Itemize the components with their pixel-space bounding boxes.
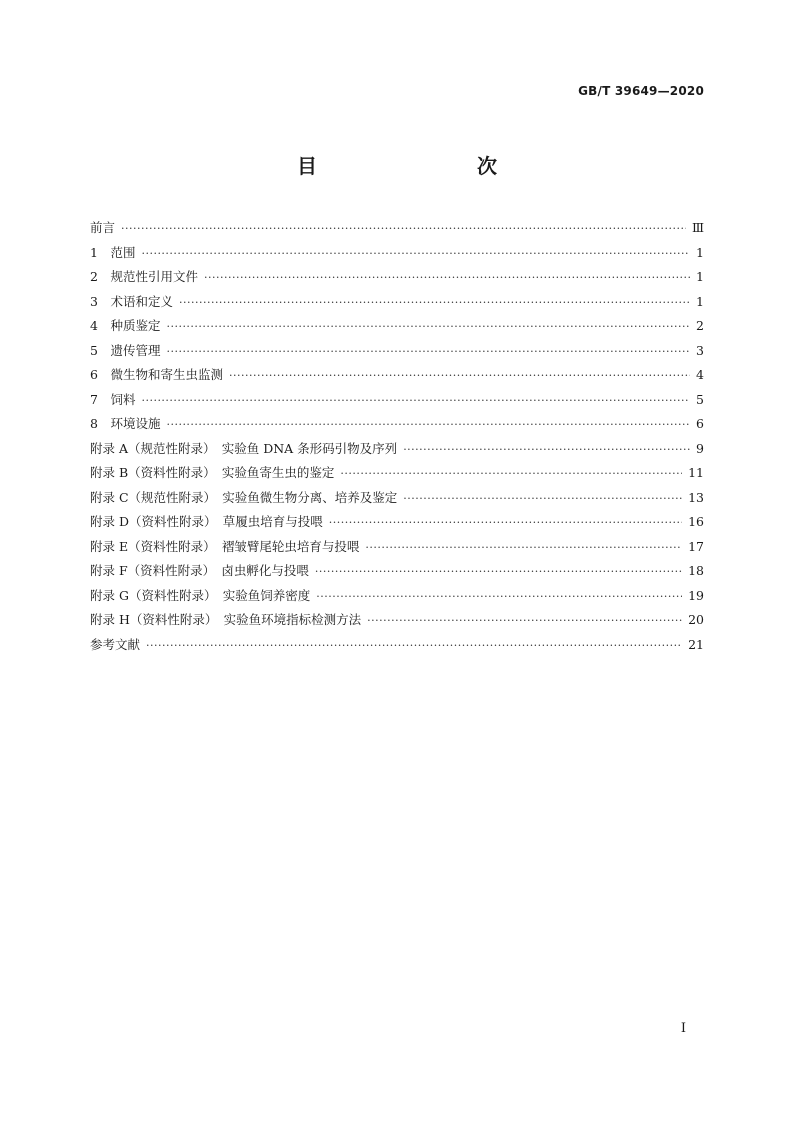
toc-entry-page: 5 [696,391,704,407]
dot-leader [166,315,690,340]
dot-leader [340,462,682,487]
toc-entry-page: 2 [696,318,704,333]
toc-entry-label: 前言 [90,220,116,235]
dot-leader [329,511,682,536]
toc-entry-label: 6 微生物和寄生虫监测 [90,367,223,382]
toc-entry-label: 8 环境设施 [90,416,161,431]
toc-entry-scope[interactable] [90,241,704,266]
toc-entry-normative-references[interactable] [90,265,704,290]
dot-leader [141,389,690,414]
toc-entry-page: 13 [688,489,704,505]
toc-entry-page: 11 [688,465,704,480]
toc-entry-label: 附录 H（资料性附录） 实验鱼环境指标检测方法 [90,612,362,627]
toc-entry-page: 4 [696,367,704,382]
toc-entry-appendix-a[interactable] [90,437,704,462]
dot-leader [403,438,690,463]
toc-entry-label: 附录 B（资料性附录） 实验鱼寄生虫的鉴定 [90,465,335,480]
toc-entry-page: 3 [696,342,704,358]
toc-entry-label: 附录 C（规范性附录） 实验鱼微生物分离、培养及鉴定 [90,489,398,505]
toc-entry-appendix-c[interactable] [90,486,704,511]
toc-entry-page: 9 [696,440,704,456]
toc-entry-page: Ⅲ [691,220,704,235]
toc-entry-label: 附录 F（资料性附录） 卤虫孵化与投喂 [90,563,309,578]
toc-entry-environment-facilities[interactable] [90,412,704,437]
dot-leader [365,536,682,561]
dot-leader [121,217,686,242]
toc-entry-appendix-g[interactable] [90,584,704,609]
dot-leader [204,266,690,291]
toc-entry-label: 1 范围 [90,244,136,260]
dot-leader [229,364,690,389]
dot-leader [316,585,682,610]
toc-entry-page: 1 [696,293,704,309]
toc-entry-page: 1 [696,244,704,260]
dot-leader [141,242,690,267]
toc-entry-label: 附录 D（资料性附录） 草履虫培育与投喂 [90,514,323,529]
toc-entry-appendix-b[interactable] [90,461,704,486]
toc-entry-page: 20 [688,612,704,627]
toc-entry-page: 18 [688,563,704,578]
toc-entry-label: 7 饲料 [90,391,136,407]
toc-entry-page: 16 [688,514,704,529]
dot-leader [367,609,682,634]
toc-entry-appendix-d[interactable] [90,510,704,535]
toc-entry-page: 19 [688,587,704,603]
toc-entry-label: 参考文献 [90,636,141,652]
toc-entry-label: 3 术语和定义 [90,293,173,309]
toc-entry-appendix-f[interactable] [90,559,704,584]
toc-entry-page: 6 [696,416,704,431]
toc-entry-page: 17 [688,538,704,554]
toc-entry-label: 4 种质鉴定 [90,318,161,333]
toc-entry-label: 2 规范性引用文件 [90,269,198,284]
toc-entry-label: 附录 E（资料性附录） 褶皱臂尾轮虫培育与投喂 [90,538,360,554]
toc-entry-page: 1 [696,269,704,284]
page-number: Ⅰ [680,1021,686,1036]
toc-entry-page: 21 [688,636,704,652]
toc-entry-appendix-h[interactable] [90,608,704,633]
toc-entry-appendix-e[interactable] [90,535,704,560]
toc-entry-label: 附录 G（资料性附录） 实验鱼饲养密度 [90,587,311,603]
toc-entry-terms-definitions[interactable] [90,290,704,315]
dot-leader [166,413,690,438]
dot-leader [166,340,690,365]
toc-entry-germplasm-identification[interactable] [90,314,704,339]
toc-entry-feed[interactable] [90,388,704,413]
toc-entry-microbe-parasite-monitoring[interactable] [90,363,704,388]
toc-entry-bibliography[interactable] [90,633,704,658]
dot-leader [403,487,682,512]
toc-entry-genetic-management[interactable] [90,339,704,364]
table-of-contents [90,216,704,657]
toc-entry-label: 附录 A（规范性附录） 实验鱼 DNA 条形码引物及序列 [90,440,398,456]
toc-entry-label: 5 遗传管理 [90,342,161,358]
dot-leader [315,560,682,585]
standard-code: GB/T 39649—2020 [578,84,704,98]
toc-entry-foreword[interactable] [90,216,704,241]
page-title: 目 次 [297,154,537,178]
dot-leader [146,634,682,659]
dot-leader [179,291,690,316]
